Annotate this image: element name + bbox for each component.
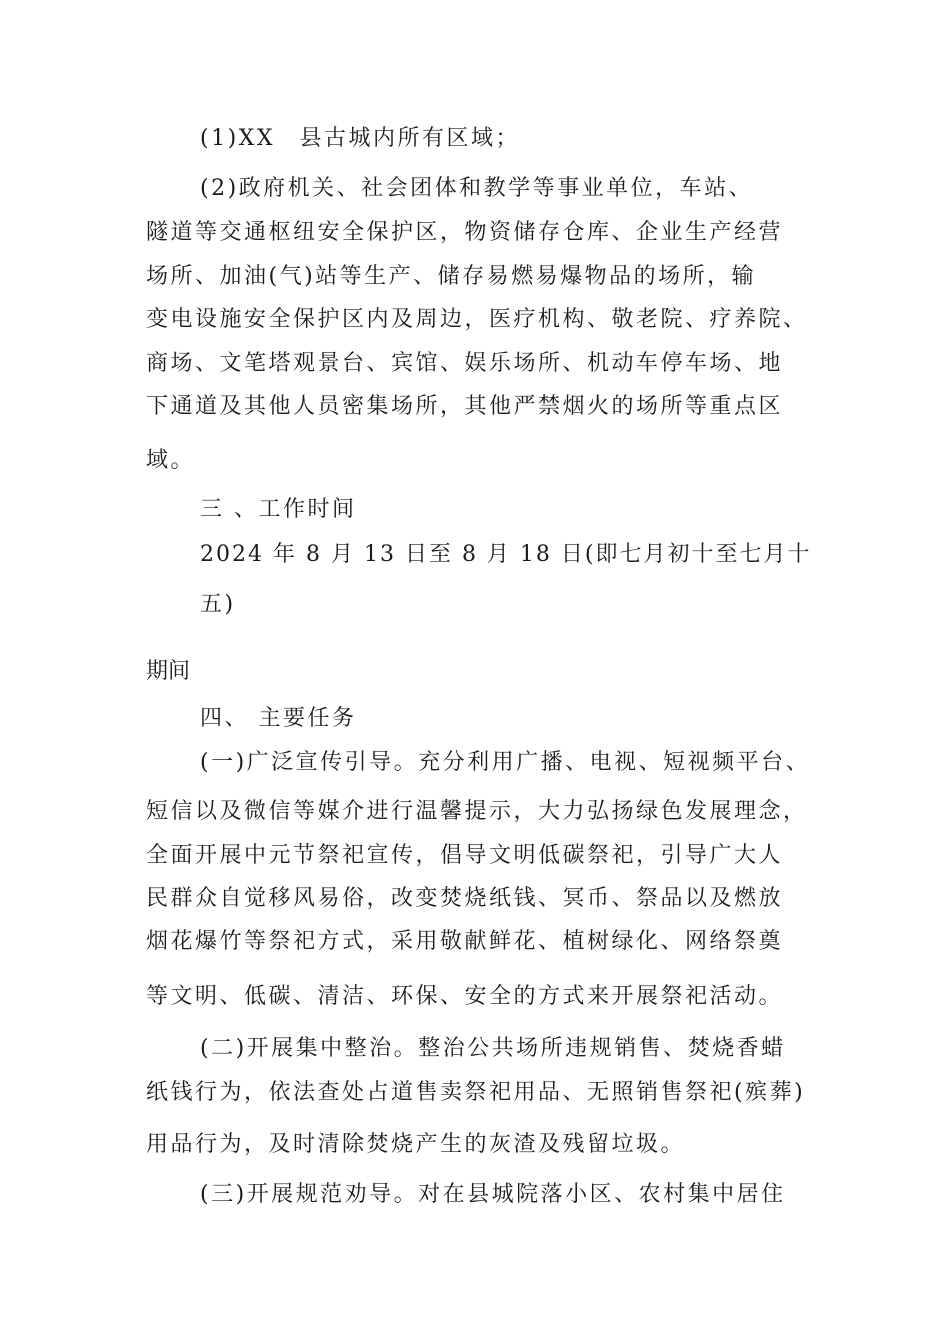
- paragraph-line: (一)广泛宣传引导。充分利用广播、电视、短视频平台、: [200, 750, 811, 775]
- paragraph-line: 变电设施安全保护区内及周边，医疗机构、敬老院、疗养院、: [146, 307, 808, 332]
- paragraph-line: 短信以及微信等媒介进行温馨提示，大力弘扬绿色发展理念，: [146, 799, 808, 824]
- paragraph-line: 期间: [146, 659, 191, 684]
- paragraph-line: (二)开展集中整治。整治公共场所违规销售、焚烧香蜡: [200, 1036, 786, 1061]
- paragraph-line: (2)政府机关、社会团体和教学等事业单位，车站、: [200, 176, 754, 201]
- paragraph-line: 场所、加油(气)站等生产、储存易燃易爆物品的场所，输: [146, 264, 757, 289]
- paragraph-line: 下通道及其他人员密集场所，其他严禁烟火的场所等重点区: [146, 394, 784, 419]
- section-heading: 三 、工作时间: [200, 497, 357, 522]
- paragraph-line: (三)开展规范劝导。对在县城院落小区、农村集中居住: [200, 1182, 786, 1207]
- paragraph-line: 2024 年 8 月 13 日至 8 月 18 日(即七月初十至七月十: [200, 542, 812, 567]
- paragraph-line: (1)XX 县古城内所有区域；: [200, 126, 520, 151]
- paragraph-line: 纸钱行为，依法查处占道售卖祭祀用品、无照销售祭祀(殡葬): [146, 1080, 806, 1105]
- paragraph-line: 五): [200, 592, 236, 617]
- paragraph-line: 商场、文笔塔观景台、宾馆、娱乐场所、机动车停车场、地: [146, 351, 784, 376]
- paragraph-line: 民群众自觉移风易俗，改变焚烧纸钱、冥币、祭品以及燃放: [146, 886, 784, 911]
- paragraph-line: 全面开展中元节祭祀宣传，倡导文明低碳祭祀，引导广大人: [146, 843, 784, 868]
- paragraph-line: 域。: [146, 448, 196, 473]
- paragraph-line: 烟花爆竹等祭祀方式，采用敬献鲜花、植树绿化、网络祭奠: [146, 929, 784, 954]
- section-heading: 四、 主要任务: [200, 706, 357, 731]
- paragraph-line: 等文明、低碳、清洁、环保、安全的方式来开展祭祀活动。: [146, 984, 784, 1009]
- paragraph-line: 用品行为，及时清除焚烧产生的灰渣及残留垃圾。: [146, 1132, 686, 1157]
- paragraph-line: 隧道等交通枢纽安全保护区，物资储存仓库、企业生产经营: [146, 220, 784, 245]
